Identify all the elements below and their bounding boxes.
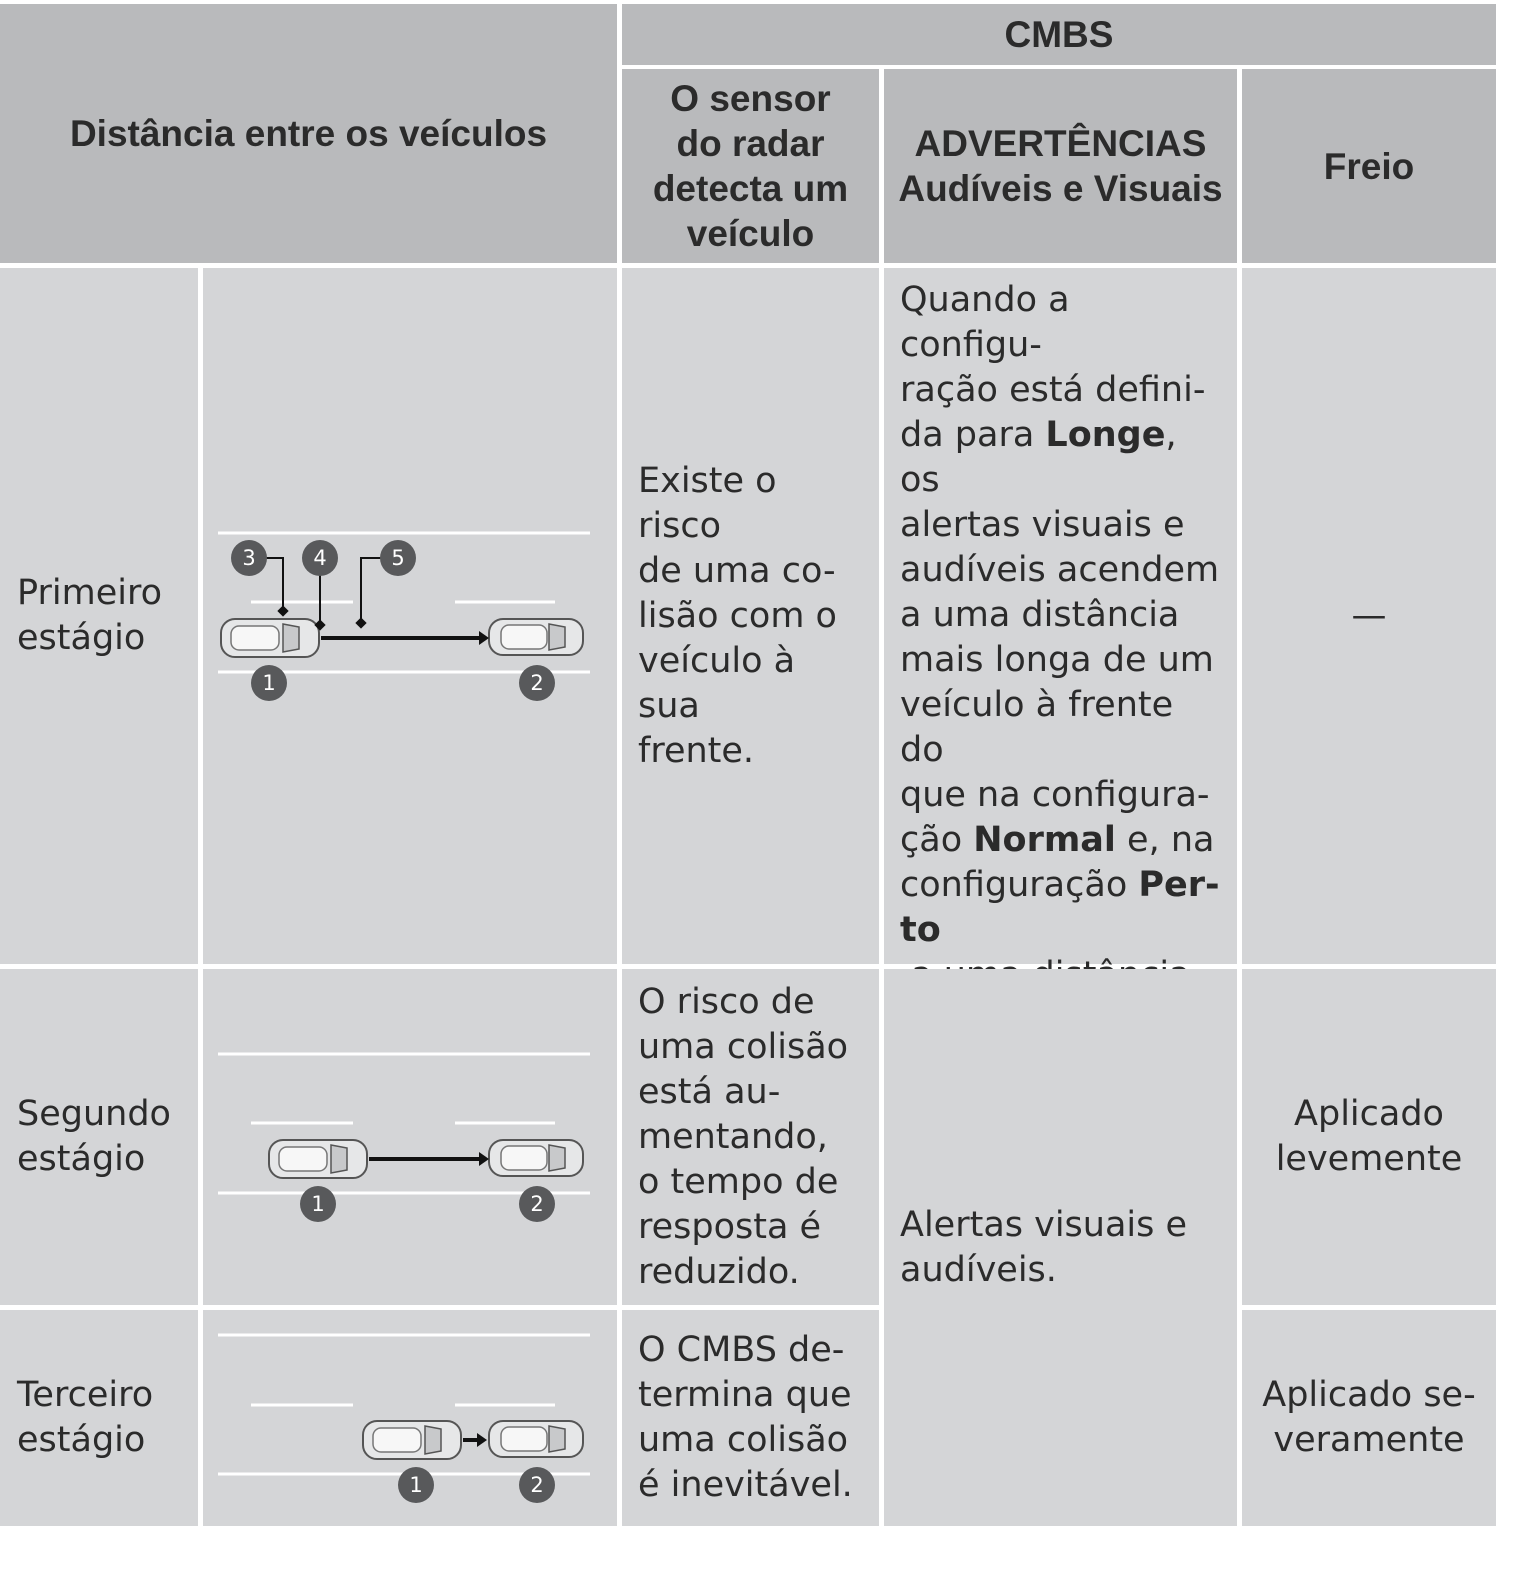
svg-text:5: 5 [391,546,405,570]
badge-1 [398,1467,434,1503]
brake-first [1242,268,1496,964]
stage-label-third [0,1310,198,1526]
text-line: lisão com o [638,595,837,636]
brake-third [1242,1310,1496,1526]
svg-text:2: 2 [530,671,544,695]
warning-text-merged [884,969,1237,1526]
callout-marker [355,617,366,628]
text-line: veículo à sua [638,640,796,726]
stage-label-second [0,969,198,1305]
stage-label-line: estágio [17,1139,146,1179]
text-line: reduzido. [638,1251,800,1292]
header-distance [0,4,617,263]
diagram-first-stage [203,268,617,964]
diagram-second-stage-svg [203,969,617,1305]
text-line: Existe o risco [638,460,777,546]
header-cmbs [622,4,1496,65]
text-line: audíveis. [900,1249,1057,1290]
text-line: de uma co- [638,550,836,591]
text-line: resposta é [638,1206,822,1247]
header-radar-line: do radar [676,123,825,164]
badge-2 [519,1186,555,1222]
badge-1 [300,1186,336,1222]
text-line: que na configura- [900,775,1210,815]
setting-near: Per- [1138,865,1220,905]
text-line: a uma distância [900,595,1180,635]
header-radar-line: veículo [686,213,815,254]
stage-label-line: Segundo [17,1094,171,1134]
header-brake [1242,69,1496,263]
svg-text:2: 2 [530,1192,544,1216]
diagram-first-stage-svg [203,268,617,964]
header-radar-line: O sensor [670,78,831,119]
badge-4 [302,540,338,576]
text-line: da para Longe, os [900,415,1177,500]
header-distance-text: Distância entre os veículos [69,113,548,154]
arrow-head-icon [479,1152,489,1166]
setting-near: to [900,910,941,950]
brake-none-text: — [1351,595,1387,636]
header-warnings-line: Audíveis e Visuais [898,168,1223,209]
diagram-third-stage-svg [203,1310,617,1526]
badge-5 [380,540,416,576]
text-line: Quando a configu- [900,280,1070,365]
text-line: está au- [638,1071,781,1112]
svg-text:1: 1 [262,671,276,695]
svg-text:1: 1 [409,1473,423,1497]
stage-label-line: estágio [17,1420,146,1460]
brake-second [1242,969,1496,1305]
svg-text:2: 2 [530,1473,544,1497]
badge-3 [231,540,267,576]
car-icon [489,1140,583,1176]
text-line: é inevitável. [638,1465,853,1505]
setting-normal: Normal [973,820,1116,860]
text-line: ração está defini- [900,370,1206,410]
text-line: termina que [638,1375,852,1415]
text-line: Alertas visuais e [900,1204,1188,1245]
callout-leader [361,558,381,623]
text-line: audíveis acendem [900,550,1220,590]
header-brake-text: Freio [1323,145,1415,187]
svg-text:1: 1 [311,1192,325,1216]
radar-text-first [622,268,879,964]
stage-label-first [0,268,198,964]
stage-label-line: Terceiro [17,1375,154,1415]
svg-text:3: 3 [242,546,256,570]
car-icon [363,1421,461,1459]
radar-text-third [622,1310,879,1526]
car-icon [489,1421,583,1457]
text-line: o tempo de [638,1161,839,1202]
text-line: alertas visuais e [900,505,1185,545]
car-icon [489,619,583,655]
text-line: uma colisão [638,1420,849,1460]
text-line: ção Normal e, na [900,820,1215,860]
header-warnings [884,69,1237,263]
text-line: uma colisão [638,1026,849,1067]
text-line: O CMBS de- [638,1330,845,1370]
header-radar [622,69,879,263]
car-icon [221,619,319,657]
arrow-head-icon [477,1433,487,1447]
text-line: O risco de [638,981,815,1022]
setting-far: Longe [1045,415,1166,455]
header-radar-line: detecta um [652,168,849,209]
warning-text-first [884,268,1237,964]
header-cmbs-text: CMBS [1004,14,1114,55]
badge-2 [519,665,555,701]
text-line: levemente [1275,1139,1463,1179]
svg-text:4: 4 [313,546,327,570]
text-line: veículo à frente do [900,685,1174,770]
stage-label-line: estágio [17,618,146,658]
text-line: Aplicado se- [1262,1375,1476,1415]
badge-1 [251,665,287,701]
diagram-second-stage [203,969,617,1305]
callout-marker [277,605,288,616]
text-line: configuração Per- [900,865,1220,905]
text-line: mentando, [638,1116,828,1157]
header-warnings-line: ADVERTÊNCIAS [914,123,1207,164]
stage-label-line: Primeiro [17,573,162,613]
text-line: veramente [1273,1420,1465,1460]
text-line: frente. [638,730,755,771]
arrow-head-icon [479,631,489,645]
text-line: mais longa de um [900,640,1214,680]
car-icon [269,1140,367,1178]
diagram-third-stage [203,1310,617,1526]
badge-2 [519,1467,555,1503]
radar-text-second [622,969,879,1305]
text-line: Aplicado [1294,1094,1444,1134]
